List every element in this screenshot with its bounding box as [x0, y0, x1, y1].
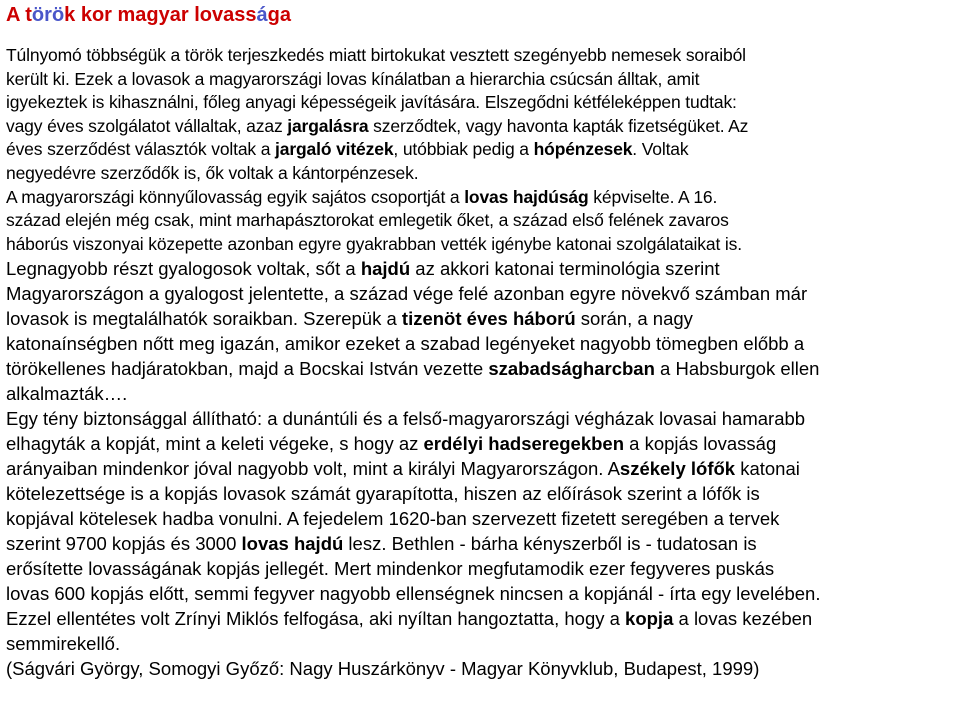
- text-segment: a Habsburgok ellen: [654, 358, 820, 380]
- bold-term: hajdú: [360, 258, 411, 280]
- text-line: [6, 209, 952, 233]
- text-line: [6, 656, 952, 681]
- title-text: A t: [6, 4, 32, 26]
- text-line: [6, 256, 952, 281]
- text-line: [6, 138, 952, 162]
- text-segment: lovasok is megtalálhatók soraikban. Szerepük a: [6, 308, 402, 330]
- text-line: [6, 115, 952, 139]
- text-line: [6, 162, 952, 186]
- bold-term: kopja: [625, 608, 674, 630]
- text-segment: arányaiban mindenkor jóval nagyobb volt, mint a királyi Magyarországon. A: [6, 458, 620, 480]
- text-segment: az akkori katonai terminológia szerint: [410, 258, 720, 280]
- text-line: [6, 406, 952, 431]
- text-segment: A magyarországi könnyűlovasság egyik sajátos csoportját a: [6, 186, 465, 207]
- text-segment: katonai: [735, 458, 800, 480]
- text-line: [6, 91, 952, 115]
- text-segment: alkalmazták….: [6, 383, 128, 405]
- bold-term: lovas hajdúság: [464, 186, 589, 207]
- text-segment: erősítette lovasságának kopjás jellegét. Mert mindenkor megfutamodik ezer fegyveres puskás: [6, 558, 775, 580]
- text-segment: negyedévre szerződők is, ők voltak a kántorpénzesek.: [6, 162, 419, 183]
- text-line: [6, 281, 952, 306]
- title-text: ö: [31, 4, 45, 26]
- text-segment: igyekeztek is kihasználni, főleg anyagi képességeik javítására. Elszegődni kétféleképpen tudtak:: [6, 92, 737, 113]
- text-segment: Legnagyobb részt gyalogosok voltak, sőt a: [6, 258, 361, 280]
- text-line: [6, 456, 952, 481]
- text-line: [6, 581, 952, 606]
- text-segment: század elején még csak, mint marhapásztorokat emlegetik őket, a század első felének zavaros: [6, 210, 729, 231]
- title-text: r: [44, 4, 52, 26]
- text-segment: kopjával kötelesek hadba vonulni. A fejedelem 1620-ban szervezett fizetett seregében a tervek: [6, 508, 780, 530]
- text-line: [6, 68, 952, 92]
- text-line: [6, 186, 952, 210]
- text-line: [6, 233, 952, 257]
- text-line: [6, 44, 952, 68]
- text-segment: szerint 9700 kopjás és 3000: [6, 533, 242, 555]
- bold-term: szabadságharcban: [488, 358, 655, 380]
- bold-term: erdélyi hadseregekben: [423, 433, 625, 455]
- text-line: [6, 381, 952, 406]
- text-segment: éves szerződést választók voltak a: [6, 139, 276, 160]
- text-line: [6, 556, 952, 581]
- text-segment: szerződtek, vagy havonta kapták fizetségüket. Az: [368, 115, 749, 136]
- text-segment: törökellenes hadjáratokban, majd a Bocskai István vezette: [6, 358, 489, 380]
- text-line: [6, 356, 952, 381]
- title-text: k kor magyar lovass: [64, 4, 257, 26]
- text-segment: (Ságvári György, Somogyi Győző: Nagy Huszárkönyv - Magyar Könyvklub, Budapest, 1999): [6, 658, 760, 680]
- text-segment: során, a nagy: [575, 308, 693, 330]
- bold-term: lovas hajdú: [241, 533, 344, 555]
- text-line: [6, 431, 952, 456]
- text-segment: Magyarországon a gyalogost jelentette, a század vége felé azonban egyre növekvő számban már: [6, 283, 808, 305]
- title-text: ga: [267, 4, 291, 26]
- text-segment: háborús viszonyai közepette azonban egyre gyakrabban vették igénybe katonai szolgálataikat is.: [6, 233, 742, 254]
- bold-term: jargalásra: [287, 115, 369, 136]
- text-segment: kötelezettsége is a kopjás lovasok számát gyarapította, hiszen az előírások szerint a lófők is: [6, 483, 760, 505]
- text-line: [6, 531, 952, 556]
- text-segment: lesz. Bethlen - bárha kényszerből is - tudatosan is: [343, 533, 757, 555]
- text-segment: semmirekellő.: [6, 633, 121, 655]
- text-segment: képviselte. A 16.: [588, 186, 718, 207]
- text-line: [6, 631, 952, 656]
- text-segment: lovas 600 kopjás előtt, semmi fegyver nagyobb ellenségnek nincsen a kopjánál - írta egy levelében.: [6, 583, 821, 605]
- text-segment: került ki. Ezek a lovasok a magyarországi lovas kínálatban a hierarchia csúcsán álltak, amit: [6, 68, 700, 89]
- text-line: [6, 506, 952, 531]
- text-line: [6, 481, 952, 506]
- text-segment: , utóbbiak pedig a: [393, 139, 534, 160]
- bold-term: székely lófők: [619, 458, 736, 480]
- text-segment: Ezzel ellentétes volt Zrínyi Miklós felfogása, aki nyíltan hangoztatta, hogy a: [6, 608, 626, 630]
- bold-term: jargaló vitézek: [275, 139, 394, 160]
- bold-term: tizenöt éves háború: [401, 308, 576, 330]
- text-segment: vagy éves szolgálatot vállaltak, azaz: [6, 115, 288, 136]
- text-segment: katonaínségben nőtt meg igazán, amikor ezeket a szabad legényeket nagyobb tömegben előbb a: [6, 333, 805, 355]
- text-segment: Egy tény biztonsággal állítható: a dunántúli és a felső-magyarországi végházak lovasai hamarabb: [6, 408, 806, 430]
- title-text: á: [256, 4, 268, 26]
- bold-term: hópénzesek: [533, 139, 633, 160]
- text-segment: elhagyták a kopját, mint a keleti végeke, s hogy az: [6, 433, 424, 455]
- article-body: [6, 44, 952, 681]
- title-text: ö: [51, 4, 65, 26]
- text-segment: a lovas kezében: [673, 608, 813, 630]
- text-line: [6, 306, 952, 331]
- text-segment: a kopjás lovasság: [624, 433, 777, 455]
- text-line: [6, 606, 952, 631]
- text-line: [6, 331, 952, 356]
- page-title: [6, 2, 291, 28]
- text-segment: . Voltak: [632, 139, 689, 160]
- text-segment: Túlnyomó többségük a török terjeszkedés miatt birtokukat vesztett szegényebb nemesek soraiból: [6, 45, 746, 65]
